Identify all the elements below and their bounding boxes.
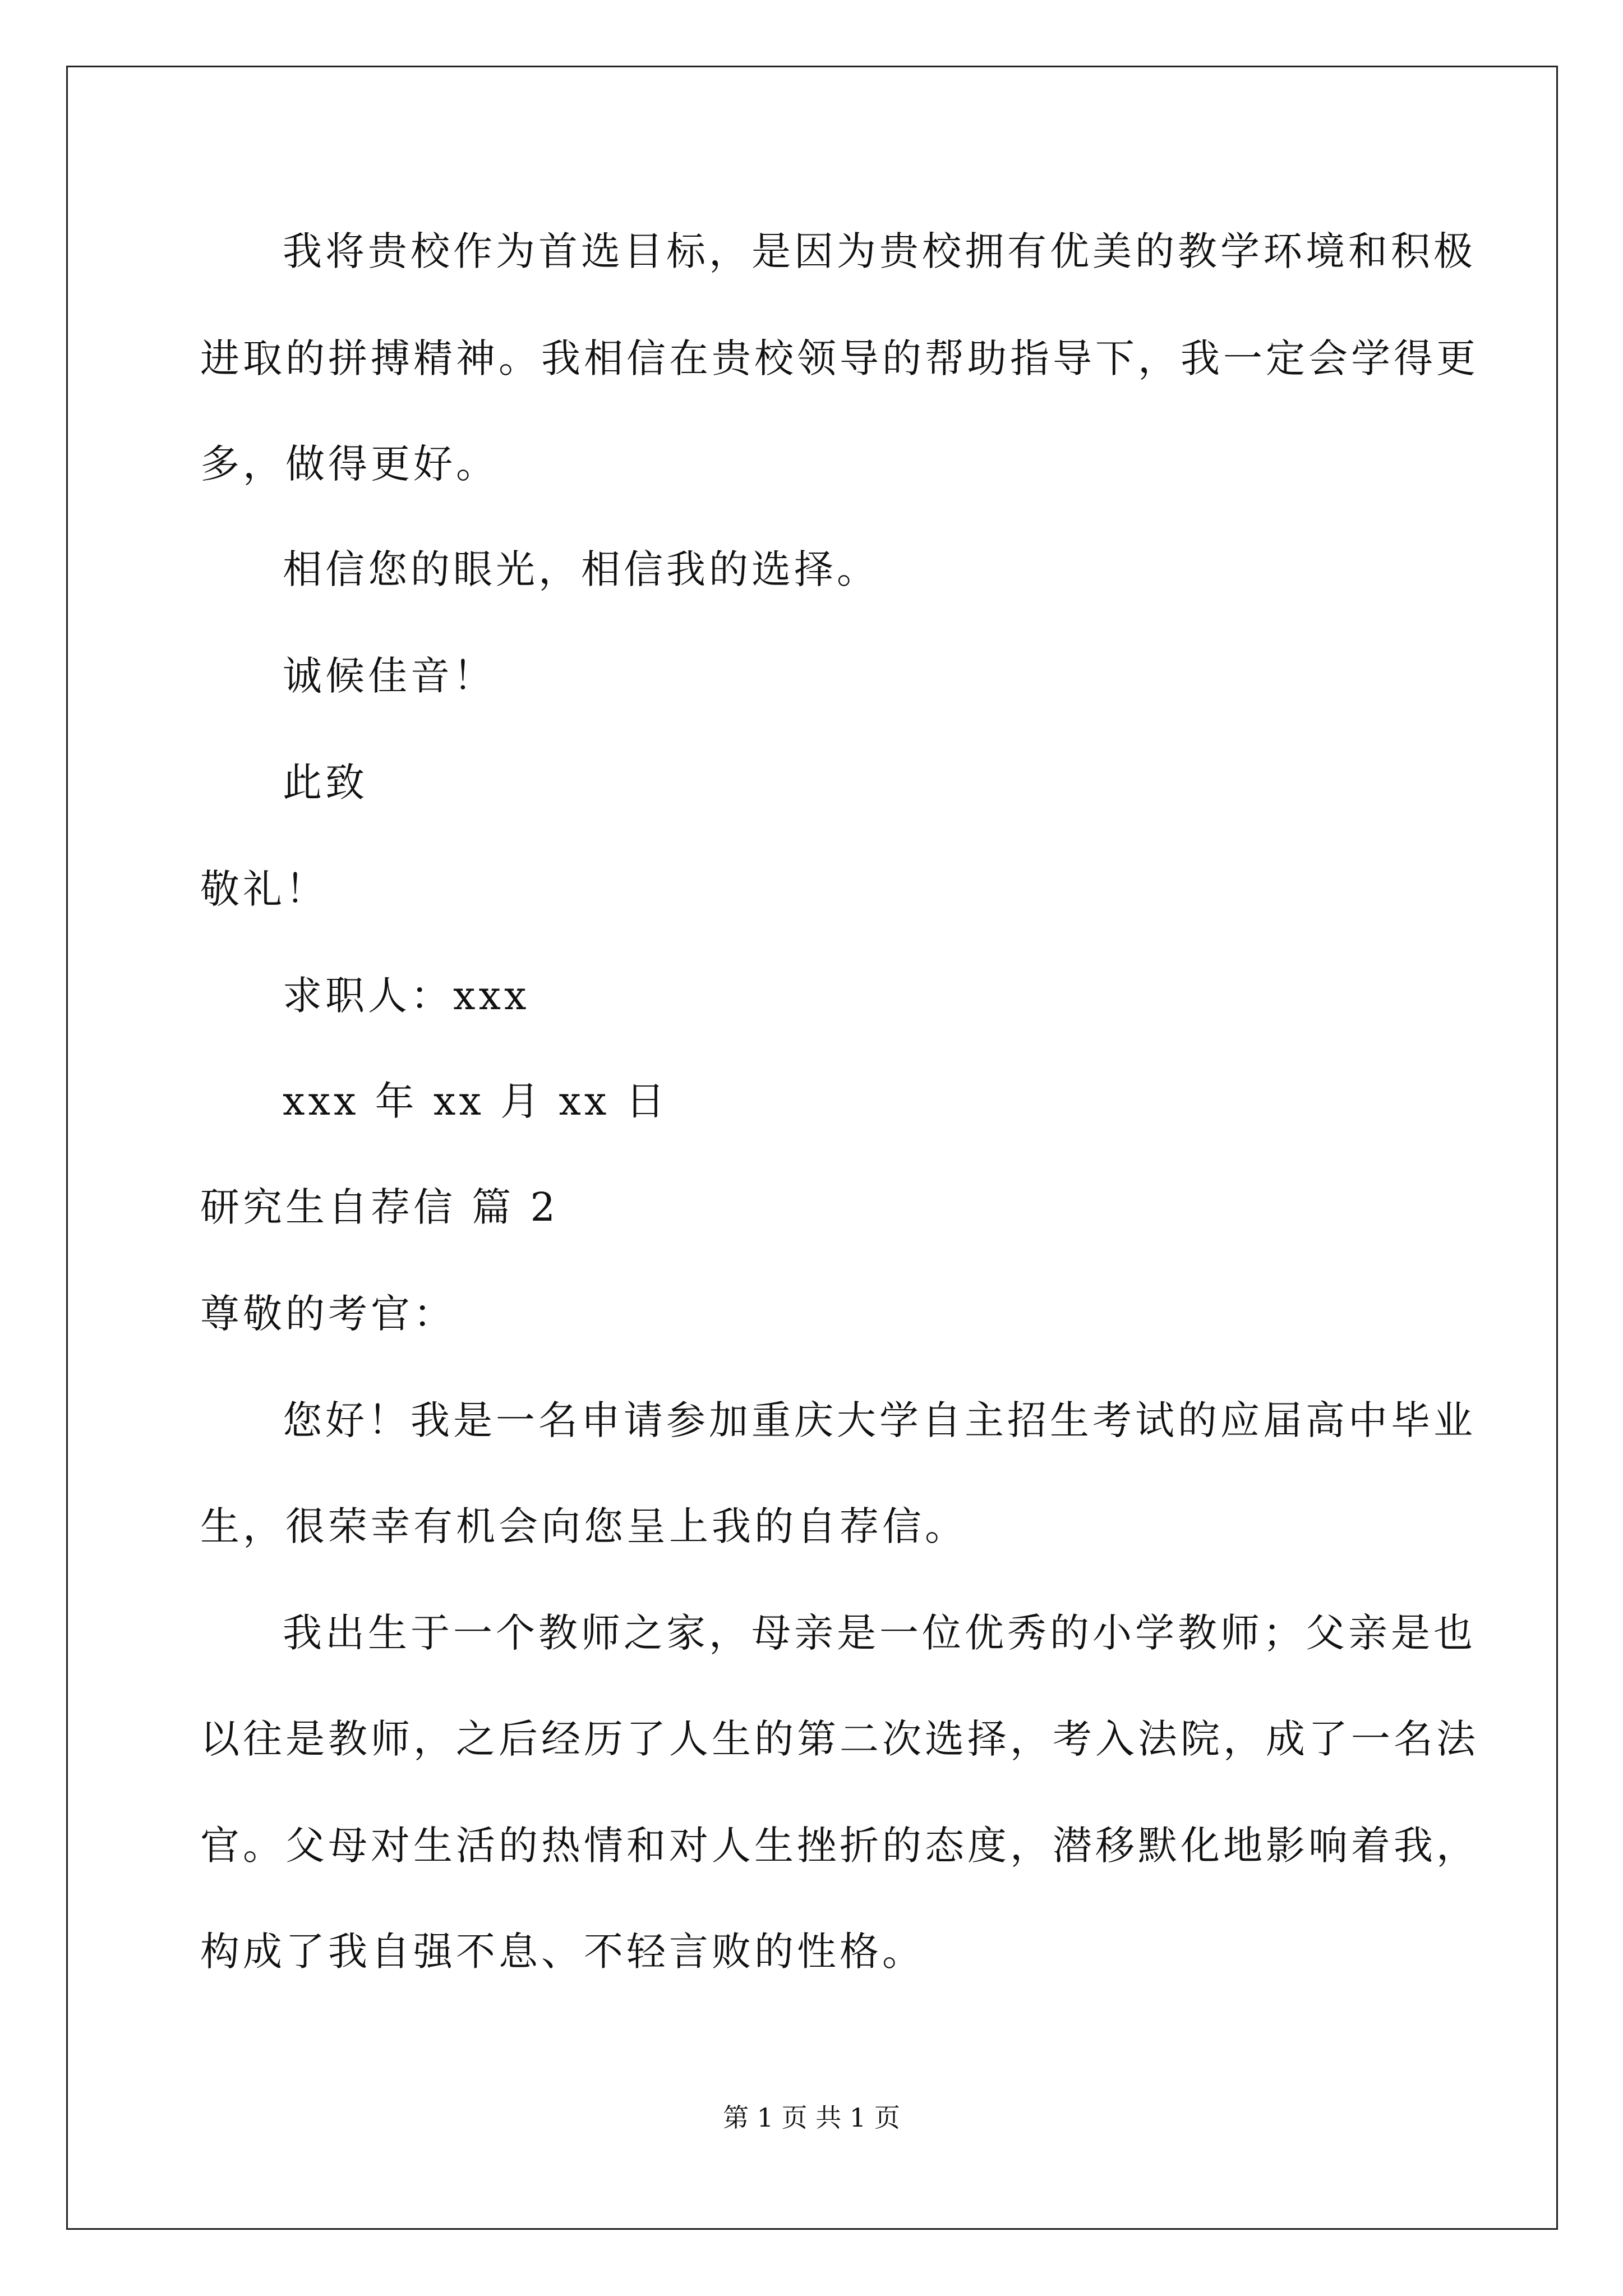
signature-line: 求职人：xxx (283, 973, 530, 1019)
greeting-line: 尊敬的考官： (200, 1291, 456, 1337)
section-heading: 研究生自荐信 篇 2 (200, 1184, 559, 1230)
paragraph-line: 生，很荣幸有机会向您呈上我的自荐信。 (200, 1503, 967, 1549)
page-border (66, 66, 1558, 2230)
paragraph-line: 我将贵校作为首选目标，是因为贵校拥有优美的教学环境和积极 (283, 228, 1476, 274)
paragraph-line: 诚候佳音！ (283, 653, 496, 699)
paragraph-line: 多，做得更好。 (200, 441, 499, 487)
paragraph-line: 您好！我是一名申请参加重庆大学自主招生考试的应届高中毕业 (283, 1397, 1476, 1443)
salutation-closing: 此致 (283, 760, 368, 806)
paragraph-line: 以往是教师，之后经历了人生的第二次选择，考入法院，成了一名法 (200, 1716, 1479, 1762)
paragraph-line: 相信您的眼光，相信我的选择。 (283, 546, 879, 592)
page-footer: 第 1 页 共 1 页 (723, 2102, 900, 2133)
paragraph-line: 我出生于一个教师之家，母亲是一位优秀的小学教师；父亲是也 (283, 1610, 1476, 1656)
paragraph-line: 进取的拼搏精神。我相信在贵校领导的帮助指导下，我一定会学得更 (200, 335, 1479, 381)
paragraph-line: 官。父母对生活的热情和对人生挫折的态度，潜移默化地影响着我， (200, 1823, 1479, 1869)
date-line: xxx 年 xx 月 xx 日 (283, 1078, 668, 1124)
paragraph-line: 构成了我自强不息、不轻言败的性格。 (200, 1929, 925, 1975)
salutation-regards: 敬礼！ (200, 866, 328, 912)
